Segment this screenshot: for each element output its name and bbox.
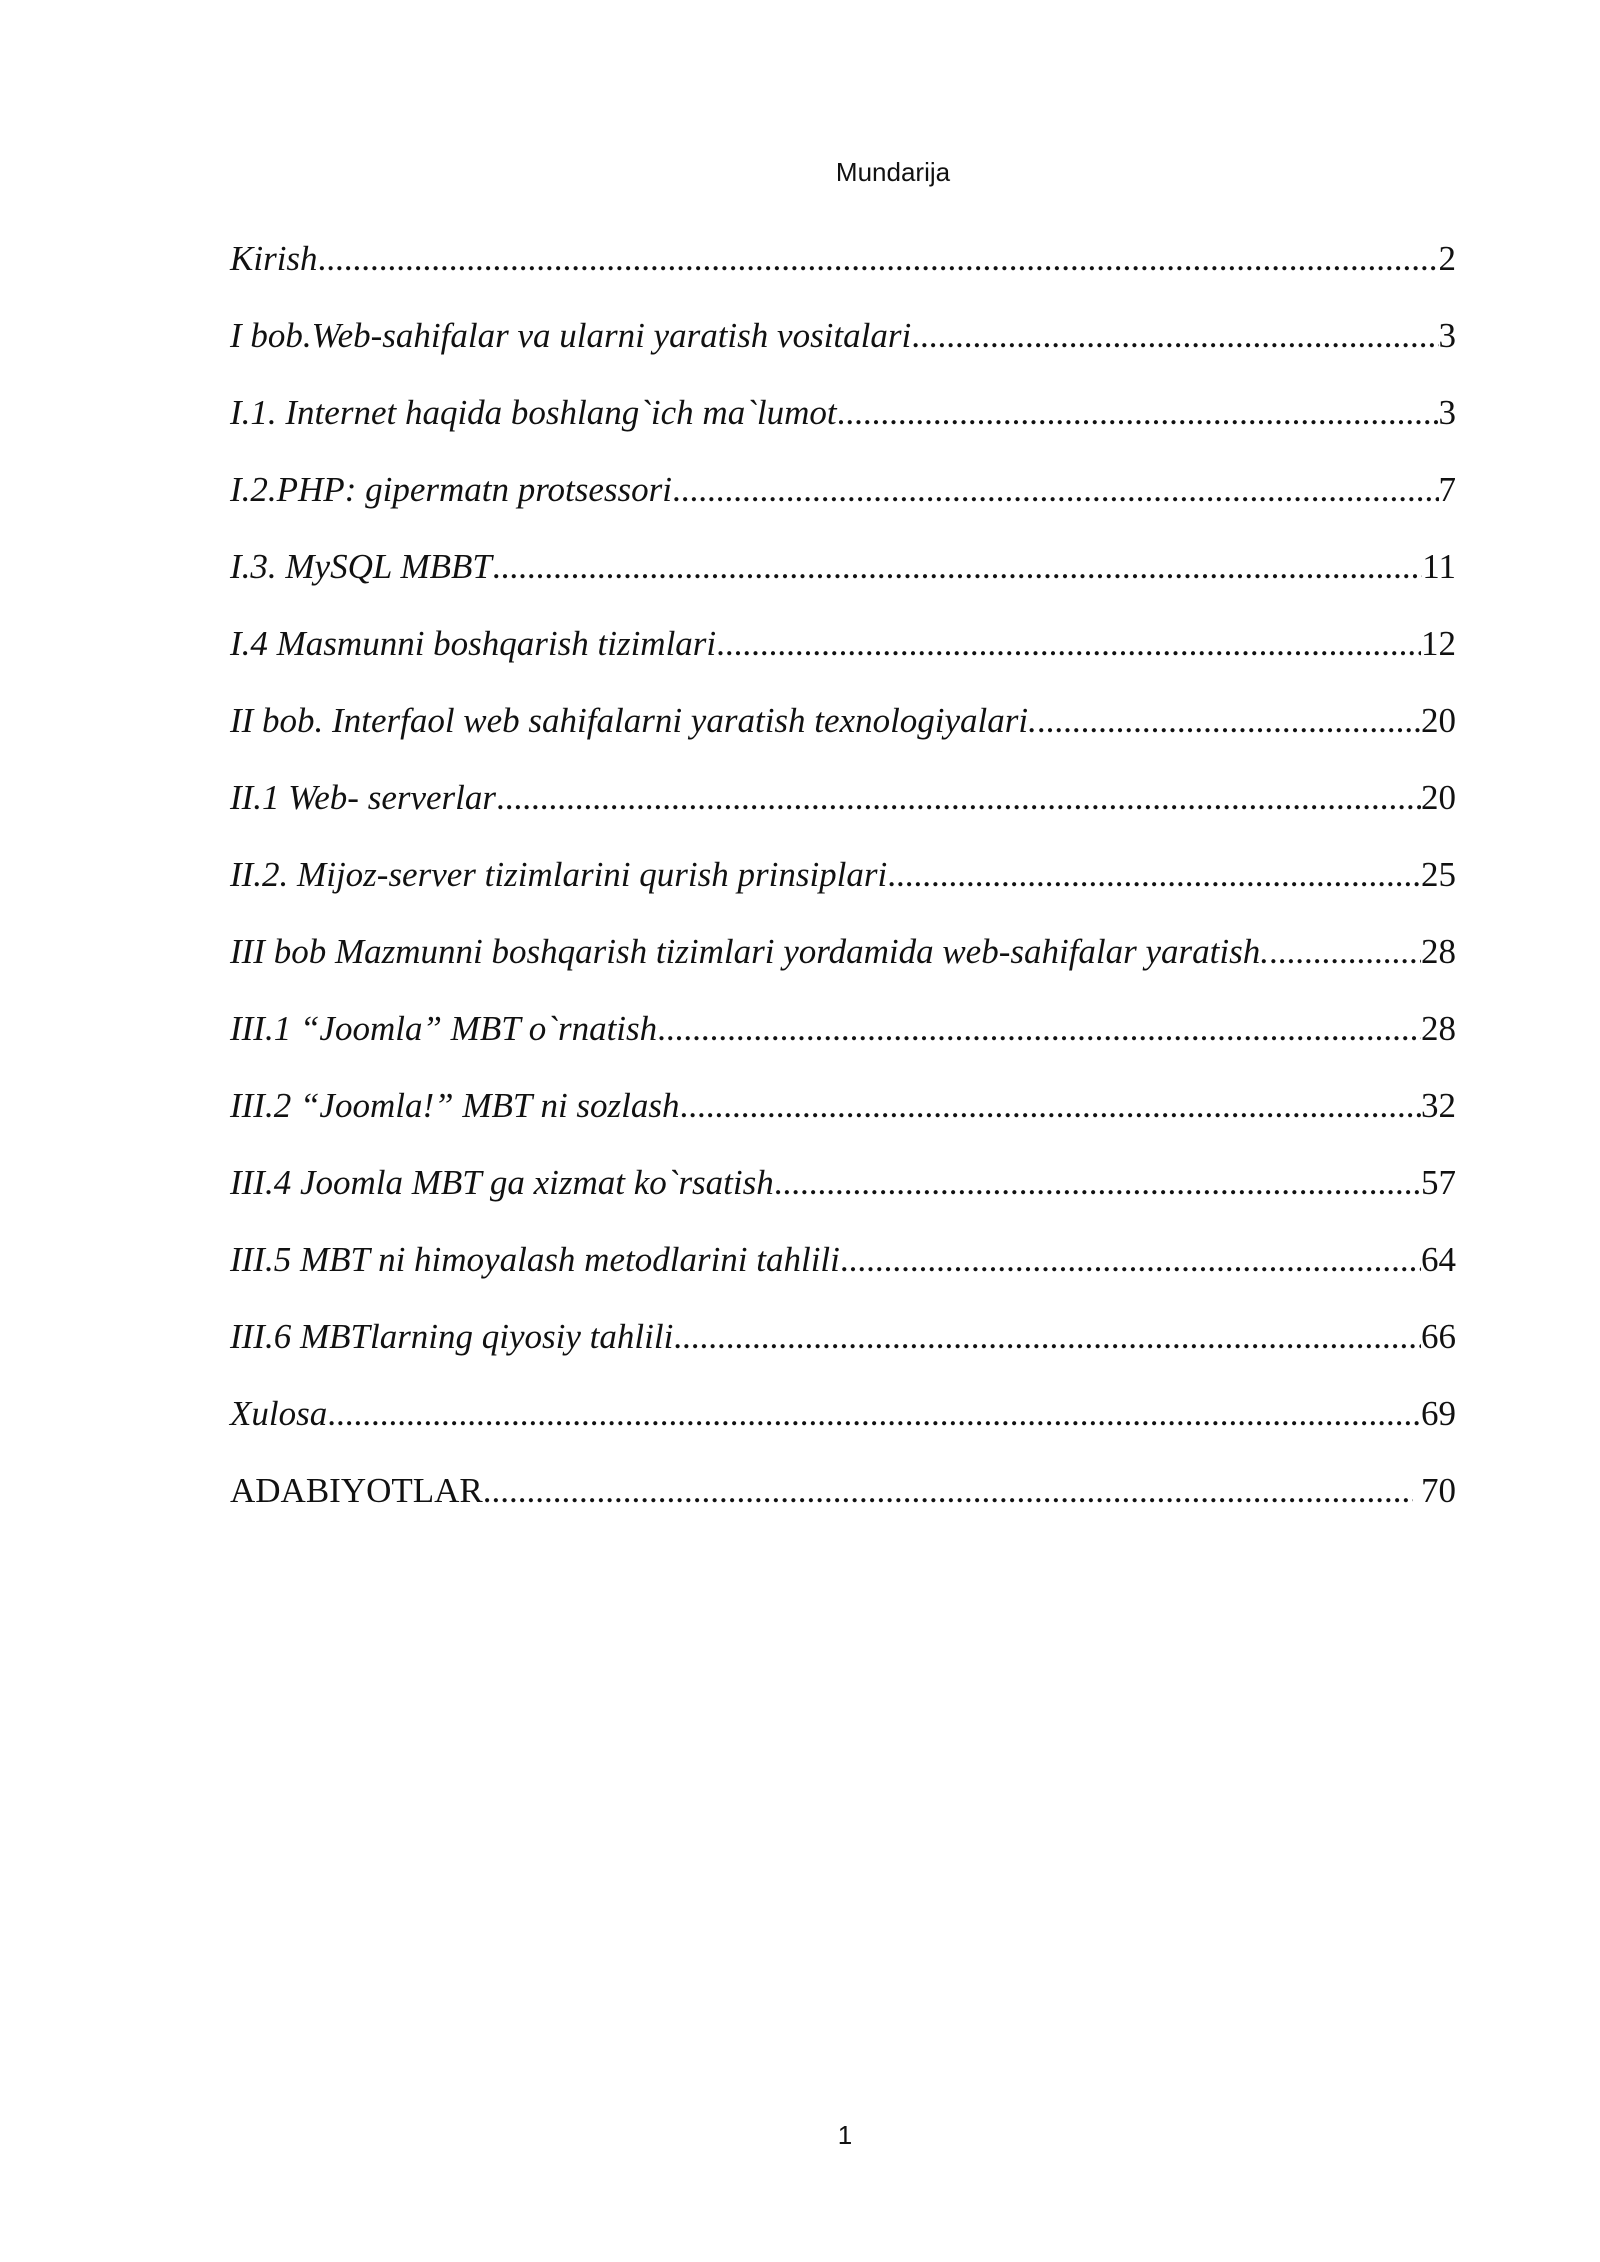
toc-entry-page: 7 xyxy=(1438,470,1456,509)
toc-entry[interactable] xyxy=(230,836,1456,913)
toc-leader-dots xyxy=(840,1221,1421,1298)
toc-leader-dots xyxy=(1037,682,1421,759)
toc-entry-title: I.4 Masmunni boshqarish tizimlari xyxy=(230,624,717,663)
toc-entry-page: 11 xyxy=(1422,547,1456,586)
toc-entry-page: 57 xyxy=(1421,1163,1456,1202)
toc-leader-dots xyxy=(318,220,1439,297)
page-title: Mundarija xyxy=(835,157,951,187)
toc-entry-page: 69 xyxy=(1421,1394,1456,1433)
toc-leader-dots xyxy=(774,1144,1421,1221)
toc-entry[interactable] xyxy=(230,374,1456,451)
toc-entry-title: III.1 “Joomla” MBT o`rnatish xyxy=(230,1009,658,1048)
toc-entry-title: III.6 MBTlarning qiyosiy tahlili xyxy=(230,1317,674,1356)
toc-entry-page: 20 xyxy=(1421,778,1456,817)
toc-entry-page: 25 xyxy=(1421,855,1456,894)
toc-leader-dots xyxy=(327,1375,1421,1452)
toc-entry[interactable] xyxy=(230,1375,1456,1452)
toc-entry[interactable] xyxy=(230,605,1456,682)
toc-entry-title: I.3. MySQL MBBT xyxy=(230,547,492,586)
toc-leader-dots xyxy=(483,1452,1413,1529)
toc-entry-page: 64 xyxy=(1421,1240,1456,1279)
toc-entry-title: III.4 Joomla MBT ga xizmat ko`rsatish xyxy=(230,1163,774,1202)
toc-entry[interactable] xyxy=(230,297,1456,374)
toc-leader-dots xyxy=(911,297,1438,374)
toc-entry-title: I.2.PHP: gipermatn protsessori xyxy=(230,470,673,509)
toc-entry-title: III.5 MBT ni himoyalash metodlarini tahlili xyxy=(230,1240,840,1279)
toc-entry-page: 2 xyxy=(1438,239,1456,278)
toc-entry-title: III.2 “Joomla!” MBT ni sozlash xyxy=(230,1086,680,1125)
toc-entry-page: 3 xyxy=(1438,393,1456,432)
toc-leader-dots xyxy=(492,528,1422,605)
toc-leader-dots xyxy=(716,605,1421,682)
toc-entry[interactable] xyxy=(230,1298,1456,1375)
toc-entry[interactable] xyxy=(230,682,1456,759)
toc-entry[interactable] xyxy=(230,220,1456,297)
toc-leader-dots xyxy=(837,374,1439,451)
toc-entry[interactable] xyxy=(230,990,1456,1067)
toc-entry[interactable] xyxy=(230,759,1456,836)
toc-entry-page: 66 xyxy=(1421,1317,1456,1356)
toc-entry[interactable] xyxy=(230,1452,1456,1529)
toc-leader-dots xyxy=(496,759,1421,836)
toc-leader-dots xyxy=(673,1298,1421,1375)
toc-entry-page: 28 xyxy=(1421,932,1456,971)
table-of-contents xyxy=(230,220,1456,1529)
toc-leader-dots xyxy=(680,1067,1421,1144)
toc-leader-dots xyxy=(1269,913,1421,990)
toc-entry[interactable] xyxy=(230,451,1456,528)
toc-entry-title: I bob.Web-sahifalar va ularni yaratish vositalari xyxy=(230,316,912,355)
toc-entry-title: ADABIYOTLAR xyxy=(230,1471,483,1510)
toc-entry-title: III bob Mazmunni boshqarish tizimlari yordamida web-sahifalar yaratish. xyxy=(230,932,1269,971)
toc-entry[interactable] xyxy=(230,1067,1456,1144)
toc-entry-page: 3 xyxy=(1438,316,1456,355)
toc-entry-title: Xulosa xyxy=(230,1394,328,1433)
toc-leader-dots xyxy=(887,836,1421,913)
toc-leader-dots xyxy=(672,451,1438,528)
toc-entry[interactable] xyxy=(230,913,1456,990)
toc-entry-title: II bob. Interfaol web sahifalarni yaratish texnologiyalari. xyxy=(230,701,1037,740)
toc-entry-page: 28 xyxy=(1421,1009,1456,1048)
toc-entry[interactable] xyxy=(230,1144,1456,1221)
page-number: 1 xyxy=(837,2120,853,2150)
toc-leader-dots xyxy=(657,990,1421,1067)
toc-entry[interactable] xyxy=(230,1221,1456,1298)
toc-entry-title: I.1. Internet haqida boshlang`ich ma`lumot xyxy=(230,393,837,432)
toc-entry-page: 70 xyxy=(1421,1471,1456,1510)
toc-entry-page: 32 xyxy=(1421,1086,1456,1125)
toc-entry-page: 12 xyxy=(1421,624,1456,663)
toc-entry-title: II.1 Web- serverlar xyxy=(230,778,497,817)
toc-entry-title: Kirish xyxy=(230,239,318,278)
toc-entry-page: 20 xyxy=(1421,701,1456,740)
toc-entry-title: II.2. Mijoz-server tizimlarini qurish prinsiplari xyxy=(230,855,888,894)
toc-entry[interactable] xyxy=(230,528,1456,605)
